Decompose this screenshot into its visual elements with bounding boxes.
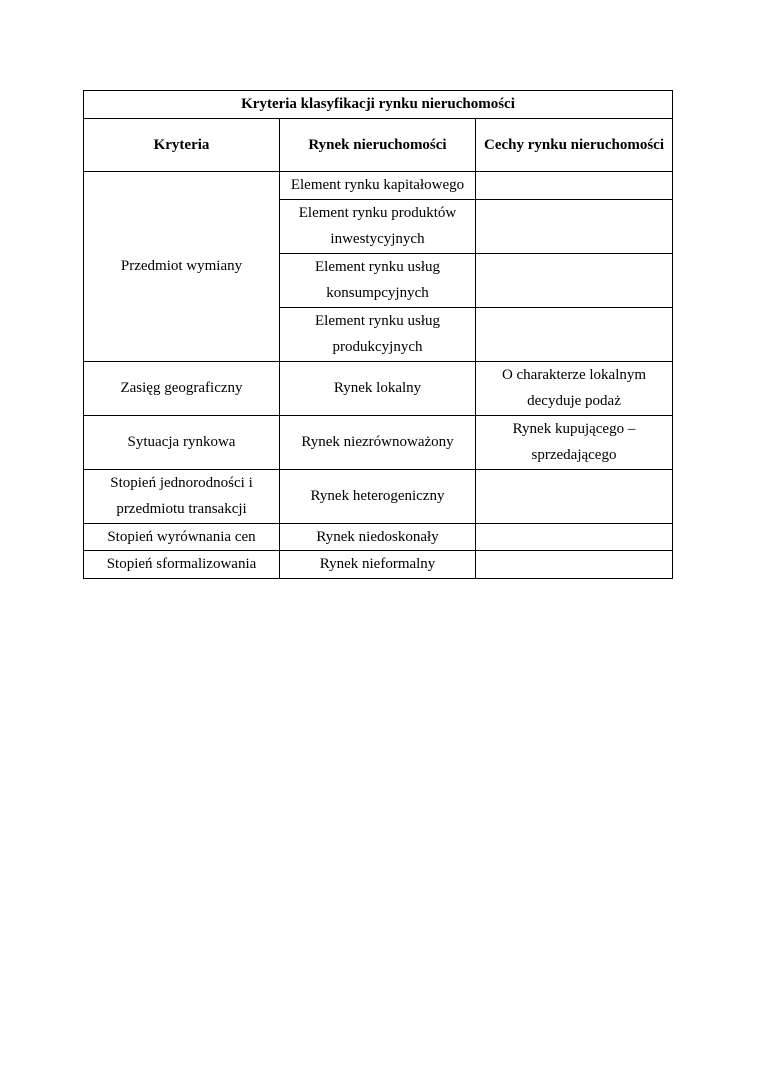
classification-table <box>83 90 673 579</box>
market-cell: Rynek niedoskonały <box>280 523 476 551</box>
feature-cell <box>476 523 673 551</box>
market-cell: Rynek nieformalny <box>280 551 476 579</box>
table-row <box>84 361 673 415</box>
header-features: Cechy rynku nieruchomości <box>476 119 673 172</box>
market-cell: Element rynku usług produkcyjnych <box>280 307 476 361</box>
criterion-cell: Stopień sformalizowania <box>84 551 280 579</box>
header-market: Rynek nieruchomości <box>280 119 476 172</box>
table-row <box>84 469 673 523</box>
feature-cell: O charakterze lokalnym decyduje podaż <box>476 361 673 415</box>
market-cell: Rynek heterogeniczny <box>280 469 476 523</box>
criterion-cell: Zasięg geograficzny <box>84 361 280 415</box>
feature-cell <box>476 172 673 200</box>
feature-cell <box>476 199 673 253</box>
header-criteria: Kryteria <box>84 119 280 172</box>
feature-cell <box>476 253 673 307</box>
market-cell: Element rynku produktów inwestycyjnych <box>280 199 476 253</box>
criterion-cell: Sytuacja rynkowa <box>84 415 280 469</box>
table-row <box>84 551 673 579</box>
feature-cell <box>476 469 673 523</box>
table-row <box>84 523 673 551</box>
criterion-cell: Przedmiot wymiany <box>84 172 280 362</box>
market-cell: Element rynku kapitałowego <box>280 172 476 200</box>
table-title: Kryteria klasyfikacji rynku nieruchomości <box>84 91 673 119</box>
criterion-cell: Stopień jednorodności i przedmiotu transakcji <box>84 469 280 523</box>
market-cell: Rynek niezrównoważony <box>280 415 476 469</box>
feature-cell: Rynek kupującego – sprzedającego <box>476 415 673 469</box>
table-title-row <box>84 91 673 119</box>
criterion-cell: Stopień wyrównania cen <box>84 523 280 551</box>
table-row <box>84 172 673 200</box>
feature-cell <box>476 307 673 361</box>
table-row <box>84 415 673 469</box>
market-cell: Rynek lokalny <box>280 361 476 415</box>
table-header-row <box>84 119 673 172</box>
feature-cell <box>476 551 673 579</box>
market-cell: Element rynku usług konsumpcyjnych <box>280 253 476 307</box>
